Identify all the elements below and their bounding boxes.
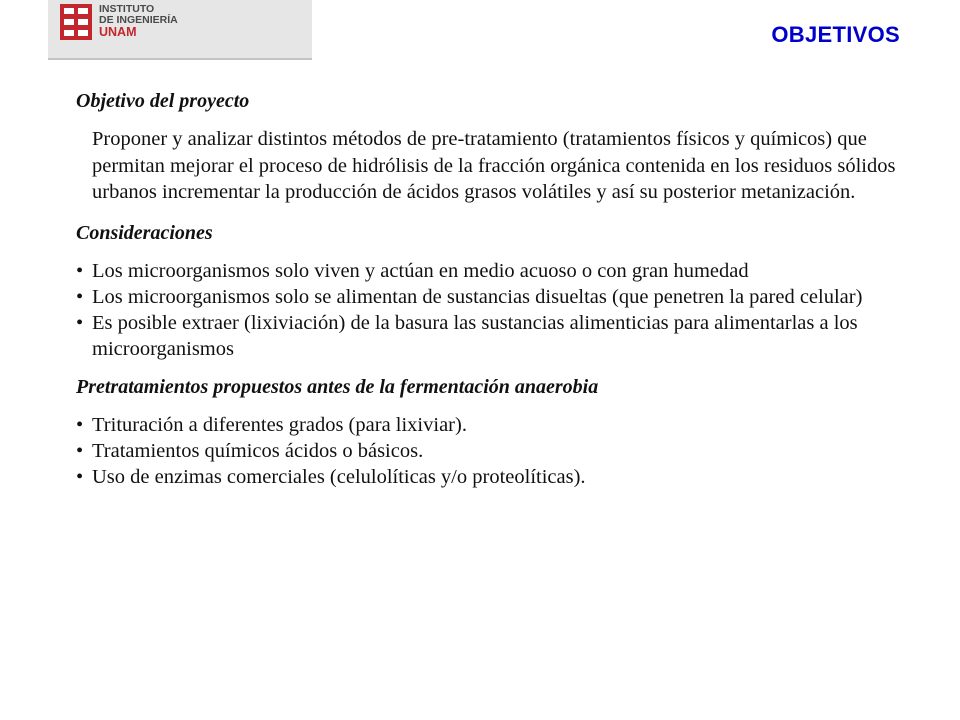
list-item: [76, 310, 906, 362]
slide-content: [76, 88, 906, 502]
logo-line-unam: UNAM: [99, 25, 137, 39]
list-item: [76, 258, 906, 284]
page-title: OBJETIVOS: [771, 22, 900, 47]
institute-logo-text: [99, 4, 178, 39]
bullet-icon: •: [76, 413, 84, 436]
header-divider: [48, 58, 312, 60]
bullet-icon: •: [76, 439, 84, 462]
consideraciones-list: [76, 258, 906, 362]
pretratamientos-list: [76, 412, 906, 490]
logo-line-ingenieria: DE INGENIERÍA: [99, 14, 178, 26]
list-item: [76, 438, 906, 464]
section-heading-objetivo: Objetivo del proyecto: [76, 90, 250, 112]
objective-paragraph: Proponer y analizar distintos métodos de pre-tratamiento (tratamientos físicos y químicos) que permitan mejorar el proceso de hidrólisis de la fracción orgánica contenida en los residuos sólidos urbanos incrementar la producción de ácidos grasos volátiles y así su posterior metanización.: [92, 128, 896, 203]
list-item-text: Los microorganismos solo viven y actúan en medio acuoso o con gran humedad: [92, 259, 749, 282]
bullet-icon: •: [76, 285, 84, 308]
logo-line-instituto: INSTITUTO: [99, 3, 155, 15]
list-item-text: Tratamientos químicos ácidos o básicos.: [92, 439, 424, 462]
list-item-text: Los microorganismos solo se alimentan de sustancias disueltas (que penetren la pared celular): [92, 285, 863, 308]
list-item: [76, 284, 906, 310]
bullet-icon: •: [76, 465, 84, 488]
section-heading-pretratamientos: Pretratamientos propuestos antes de la fermentación anaerobia: [76, 375, 599, 398]
bullet-icon: •: [76, 259, 84, 282]
list-item: [76, 412, 906, 438]
list-item-text: Uso de enzimas comerciales (celulolíticas y/o proteolíticas).: [92, 465, 586, 488]
bullet-icon: •: [76, 311, 84, 334]
list-item: [76, 464, 906, 490]
list-item-text: Es posible extraer (lixiviación) de la basura las sustancias alimenticias para alimentarlas a los microorganismos: [92, 311, 858, 360]
list-item-text: Trituración a diferentes grados (para lixiviar).: [92, 413, 467, 436]
institute-logo-icon: [60, 4, 92, 40]
section-heading-consideraciones: Consideraciones: [76, 221, 213, 244]
